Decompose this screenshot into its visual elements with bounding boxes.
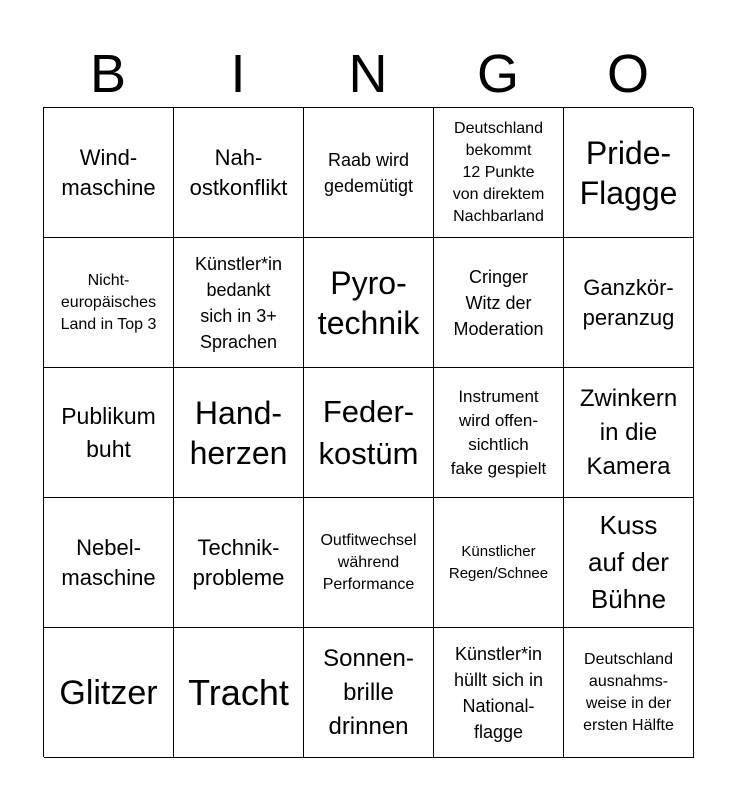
bingo-cell-r4c1[interactable]	[44, 498, 174, 628]
cell-label: Nicht- europäisches Land in Top 3	[60, 271, 157, 333]
bingo-cell-r1c4[interactable]	[434, 108, 564, 238]
cell-label: Deutschland ausnahms- weise in der ersten Hälfte	[583, 650, 674, 734]
cell-label: Nah- ostkonflikt	[189, 144, 288, 200]
bingo-cell-r3c3[interactable]	[304, 368, 434, 498]
cell-label: Wind- maschine	[61, 144, 156, 200]
cell-label: Zwinkern in die Kamera	[579, 384, 678, 480]
bingo-cell-r5c3[interactable]	[304, 628, 434, 758]
bingo-cell-r3c1[interactable]	[44, 368, 174, 498]
cell-label: Outfitwechsel während Performance	[320, 531, 417, 593]
bingo-cell-r5c1[interactable]	[44, 628, 174, 758]
bingo-cell-r3c4[interactable]	[434, 368, 564, 498]
cell-label: Künstler*in hüllt sich in National- flagge	[453, 643, 544, 742]
cell-label: Cringer Witz der Moderation	[453, 266, 544, 339]
cell-label: Publikum buht	[61, 402, 156, 462]
bingo-header	[43, 40, 693, 108]
bingo-cell-r2c1[interactable]	[44, 238, 174, 368]
bingo-cell-r2c2[interactable]	[174, 238, 304, 368]
header-letter-g: G	[476, 44, 519, 104]
cell-label: Instrument wird offen- sichtlich fake gespielt	[450, 386, 547, 478]
cell-label: Deutschland bekommt 12 Punkte von direktem Nachbarland	[452, 119, 545, 225]
bingo-cell-r4c2[interactable]	[174, 498, 304, 628]
bingo-cell-r2c4[interactable]	[434, 238, 564, 368]
bingo-cell-r1c5[interactable]	[564, 108, 694, 238]
header-letter-i: I	[230, 44, 246, 104]
bingo-cell-r2c3[interactable]	[304, 238, 434, 368]
cell-label: Pyro- technik	[317, 264, 420, 341]
bingo-cell-r5c2[interactable]	[174, 628, 304, 758]
header-letter-n: N	[348, 44, 388, 104]
cell-label: Feder- kostüm	[318, 393, 419, 471]
cell-label: Künstlicher Regen/Schnee	[448, 542, 549, 582]
bingo-cell-r4c3[interactable]	[304, 498, 434, 628]
bingo-cell-r5c4[interactable]	[434, 628, 564, 758]
cell-label: Hand- herzen	[189, 394, 288, 471]
cell-label: Glitzer	[59, 673, 158, 712]
cell-label: Technik- probleme	[192, 534, 285, 590]
bingo-cell-r4c4[interactable]	[434, 498, 564, 628]
cell-label: Kuss auf der Bühne	[588, 510, 669, 614]
bingo-grid	[43, 107, 693, 757]
bingo-cell-r2c5[interactable]	[564, 238, 694, 368]
header-letter-b: B	[89, 44, 127, 104]
cell-label: Ganzkör- peranzug	[582, 274, 675, 330]
cell-label: Pride- Flagge	[579, 134, 678, 211]
cell-label: Tracht	[188, 671, 289, 713]
bingo-cell-r3c5[interactable]	[564, 368, 694, 498]
bingo-cell-r4c5[interactable]	[564, 498, 694, 628]
cell-label: Nebel- maschine	[61, 534, 156, 590]
bingo-cell-r1c3[interactable]	[304, 108, 434, 238]
cell-label: Künstler*in bedankt sich in 3+ Sprachen	[194, 253, 283, 352]
bingo-cell-r1c1[interactable]	[44, 108, 174, 238]
header-letter-o: O	[606, 44, 649, 104]
cell-label: Sonnen- brille drinnen	[323, 644, 414, 740]
cell-label: Raab wird gedemütigt	[323, 149, 414, 196]
bingo-cell-r5c5[interactable]	[564, 628, 694, 758]
bingo-cell-r1c2[interactable]	[174, 108, 304, 238]
bingo-cell-r3c2[interactable]	[174, 368, 304, 498]
